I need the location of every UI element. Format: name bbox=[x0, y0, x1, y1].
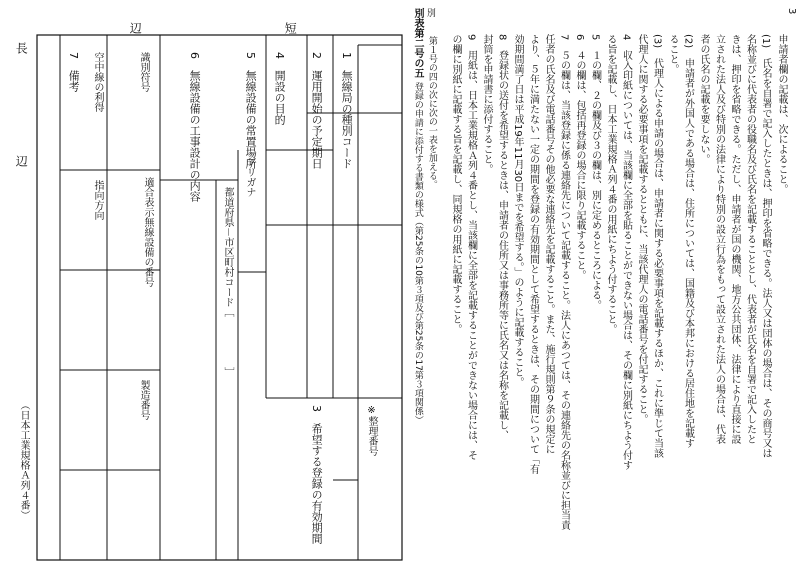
instruction-line: 6 ４の欄は、包括再登録の場合に限り記載すること。 bbox=[574, 34, 585, 281]
instruction-line: 任者の氏名及び電話番号その他必要な連絡先を記載すること。また、施行規則第９条の規定に bbox=[543, 34, 554, 454]
sheet-title: 登録の申請に添付する書類の様式（第25条の10第３項及び第25条の17第３項関係） bbox=[412, 82, 423, 425]
instruction-line: 封筒を申請書に添付すること。 bbox=[481, 34, 492, 174]
stamp-label: ※整理番号 bbox=[366, 405, 377, 456]
instruction-line: より、５年に満たない一定の期間を登録の有効期間として希望するときは、その期間について「有 bbox=[527, 34, 539, 474]
row6-col2: 適合表示無線設備の番号 bbox=[142, 177, 153, 287]
row3-label: 3 希望する登録の有効期間 bbox=[310, 405, 324, 544]
sheet-sub: 第１号の四の次に次の一表を加える。 bbox=[426, 36, 437, 189]
edge-top-left: 辺 bbox=[128, 22, 143, 35]
instruction-line: 者の氏名の記載を要しない。 bbox=[698, 34, 709, 164]
instruction-line: (3) 代理人による申請の場合は、申請者に関する必要事項を記載するほか、これに準じて当該 bbox=[651, 34, 663, 459]
row2-label: 2 運用開始の予定期日 bbox=[310, 52, 324, 169]
row6-label: 6 無線設備の工事設計の内容 bbox=[188, 52, 202, 202]
row6-sub: 指向方向 bbox=[92, 180, 103, 220]
instruction-line: の欄に別紙に記載する旨を記載し、同規格の用紙に記載すること。 bbox=[450, 34, 461, 334]
row5-code: 都道府県－市区町村コード［ ］ bbox=[222, 187, 233, 377]
sheet-number: 別表第二号の五 bbox=[412, 8, 423, 78]
row7-sub: 空中線の利得 bbox=[92, 52, 103, 112]
row7-label: 7 備考 bbox=[67, 52, 81, 92]
instruction-line: 9 用紙は、日本工業規格Ａ列４番とし、当該欄に全部を記載することができない場合には、そ bbox=[465, 34, 477, 461]
instruction-line: 立された法人及び特別の法律により特別の設立行為をもって設立された法人の場合は、代表 bbox=[713, 34, 725, 444]
row1-label: 1 無線局の種別コード bbox=[340, 52, 354, 169]
instruction-line: 8 登録状の送付を希望するときは、申請者の住所又は事務所等に氏名又は名称を記載し、 bbox=[496, 34, 508, 441]
instruction-line: 5 １の欄、２の欄及び３の欄は、別に定めるところによる。 bbox=[589, 34, 601, 311]
form-footer: （日本工業規格Ａ列４番） bbox=[18, 400, 29, 520]
instruction-line: 4 収入印紙については、当該欄に全部を貼ることができない場合は、その欄に別紙にちよう付す bbox=[620, 34, 632, 471]
note-3-number: 3 bbox=[786, 8, 797, 15]
row6-col3: 製造番号 bbox=[138, 380, 149, 420]
instruction-line: 代理人に関する必要事項を記載するとともに、当該代理人の電話番号を付記すること。 bbox=[636, 34, 647, 424]
row6-col1: 識別符号 bbox=[138, 52, 149, 92]
instruction-line: 名称並びに代表者の役職名及び氏名を記載することとし、代表者が氏名を自署で記入したと bbox=[744, 34, 756, 444]
instruction-line: きは、押印を省略できる。ただし、申請者が国の機関、地方公共団体、法律により直接に設 bbox=[729, 34, 740, 444]
instruction-line: 7 ５の欄は、当該登録に係る連絡先について記載すること。法人にあつては、その連絡先の名称並びに担当責 bbox=[558, 34, 570, 531]
edge-top-right: 短 bbox=[283, 22, 298, 35]
edge-bottom-left: 長 bbox=[14, 42, 29, 55]
edge-bottom-right: 辺 bbox=[14, 155, 29, 168]
row5-furigana: フリガナ bbox=[244, 157, 255, 197]
instruction-line: (1) 氏名を自署で記入したときは、押印を省略できる。法人又は団体の場合は、その商号又は bbox=[760, 34, 771, 459]
sheet-prefix: 別 bbox=[424, 8, 435, 17]
row5-label: 5 無線設備の常置場所 bbox=[244, 52, 258, 169]
note-3-text: 申請者欄の記載は、次によること。 bbox=[776, 34, 787, 194]
instruction-line: (2) 申請者が外国人である場合は、住所については、国籍及び本邦における居住地を記載す bbox=[682, 34, 694, 449]
instruction-line: ること。 bbox=[667, 34, 678, 74]
row4-label: 4 開設の目的 bbox=[273, 52, 287, 125]
instruction-line: る旨を記載し、日本工業規格Ａ列４番の用紙にちよう付すること。 bbox=[605, 34, 616, 334]
instruction-line: 効期間満了日は平成19年11月30日までを希望する。」のように記載すること。 bbox=[512, 34, 523, 388]
